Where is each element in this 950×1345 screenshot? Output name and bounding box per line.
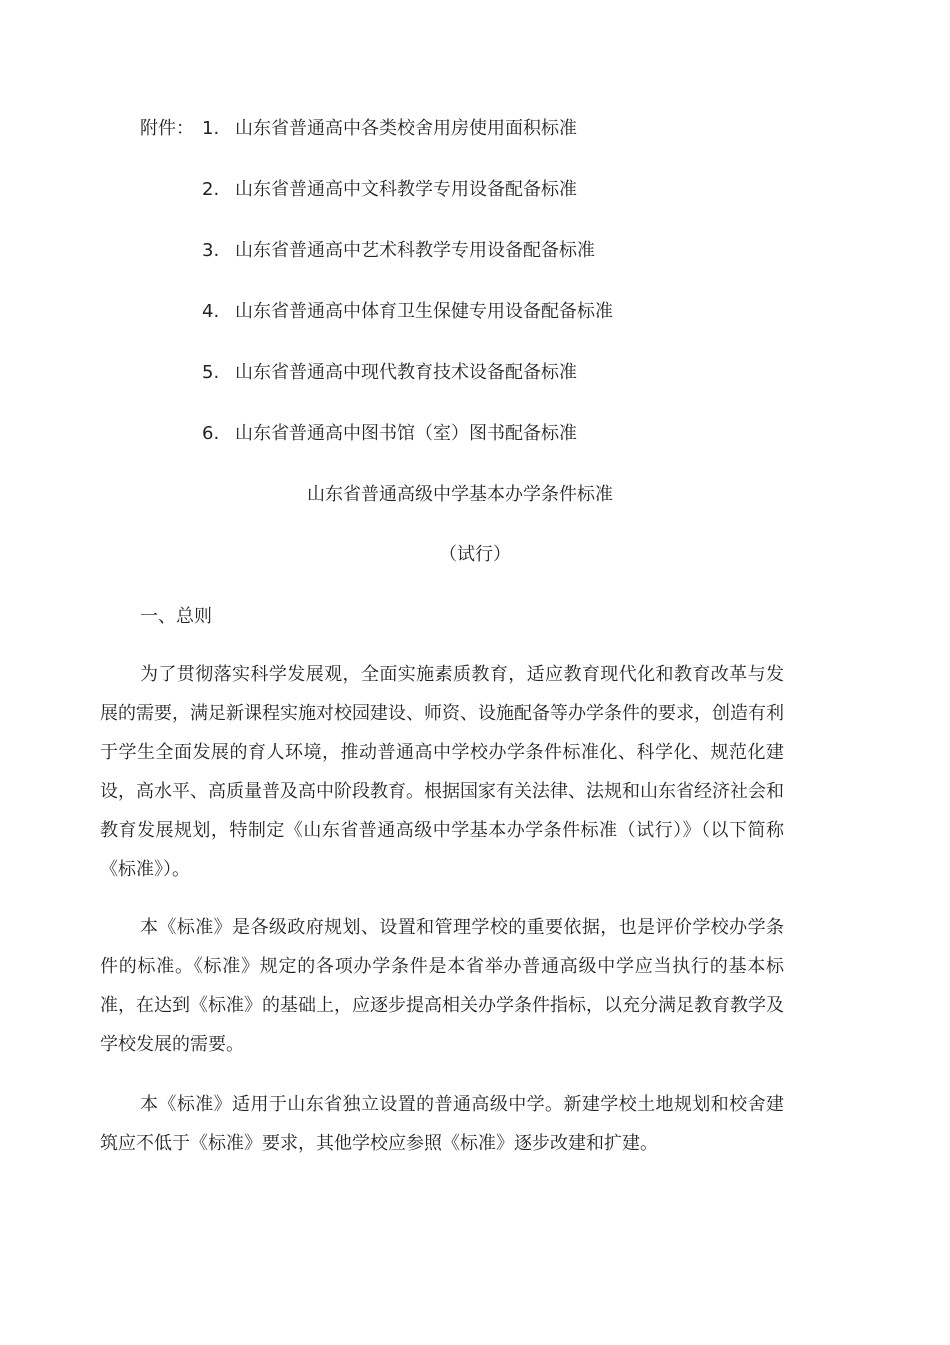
attachment-item: [140, 175, 840, 236]
attachment-item: [140, 236, 840, 297]
attachment-item: [140, 358, 840, 419]
body-paragraph: 本《标准》是各级政府规划、设置和管理学校的重要依据，也是评价学校办学条件的标准。《标准》规定的各项办学条件是本省举办普通高级中学应当执行的基本标准，在达到《标准》的基础上，应逐步提高相关办学条件指标，以充分满足教育教学及学校发展的需要。: [100, 917, 784, 1055]
attachment-title: 山东省普通高中文科教学专用设备配备标准: [235, 179, 577, 200]
attachment-item: [140, 114, 840, 175]
attachment-item: [140, 419, 840, 480]
section-heading: 一、总则: [140, 606, 212, 627]
attachment-title: 山东省普通高中体育卫生保健专用设备配备标准: [235, 301, 613, 322]
attachment-number: 1.: [202, 118, 220, 139]
attachment-title: 山东省普通高中艺术科教学专用设备配备标准: [235, 240, 595, 261]
attachment-number: 6.: [202, 423, 220, 444]
attachment-number: 2.: [202, 179, 220, 200]
document-subtitle: （试行）: [439, 544, 511, 565]
document-title: 山东省普通高级中学基本办学条件标准: [307, 484, 613, 505]
body-paragraph: 为了贯彻落实科学发展观，全面实施素质教育，适应教育现代化和教育改革与发展的需要，满足新课程实施对校园建设、师资、设施配备等办学条件的要求，创造有利于学生全面发展的育人环境，推动普通高中学校办学条件标准化、科学化、规范化建设，高水平、高质量普及高中阶段教育。根据国家有关法律、法规和山东省经济社会和教育发展规划，特制定《山东省普通高级中学基本办学条件标准（试行）》（以下简称《标准》）。: [100, 664, 784, 880]
attachment-item: [140, 297, 840, 358]
attachment-number: 4.: [202, 301, 220, 322]
attachment-title: 山东省普通高中现代教育技术设备配备标准: [235, 362, 577, 383]
attachment-title: 山东省普通高中各类校舍用房使用面积标准: [235, 118, 577, 139]
attachment-title: 山东省普通高中图书馆（室）图书配备标准: [235, 423, 577, 444]
body-paragraph: 本《标准》适用于山东省独立设置的普通高级中学。新建学校土地规划和校舍建筑应不低于《标准》要求，其他学校应参照《标准》逐步改建和扩建。: [100, 1094, 784, 1154]
attachment-number: 5.: [202, 362, 220, 383]
attachment-label: 附件：: [140, 118, 194, 139]
attachment-list: [140, 114, 840, 480]
attachment-number: 3.: [202, 240, 220, 261]
